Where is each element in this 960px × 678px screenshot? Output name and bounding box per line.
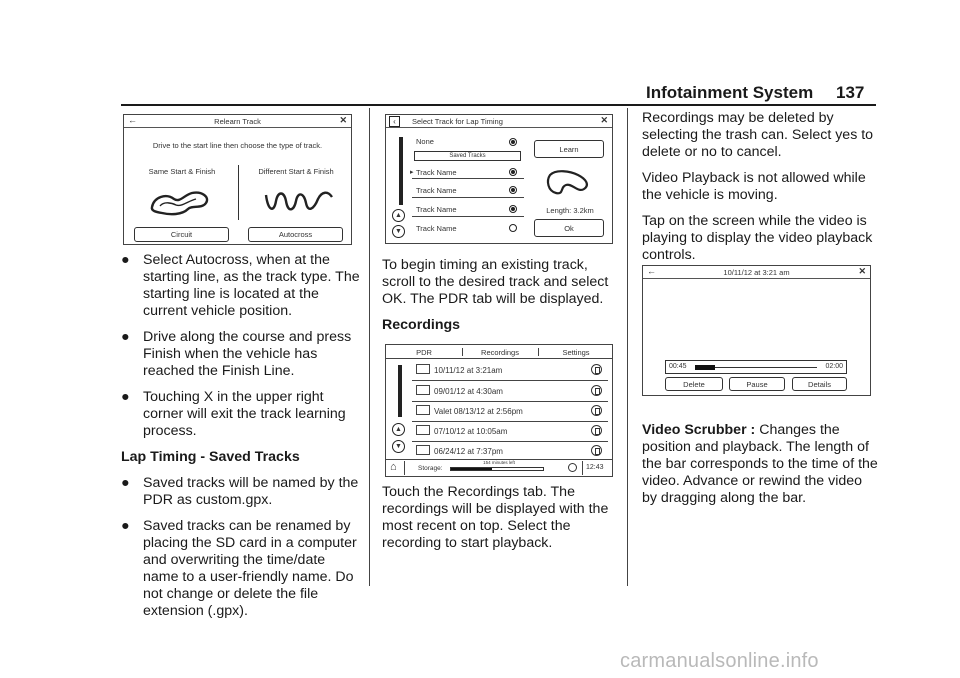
bullet-item: ● Drive along the course and press Finish when the vehicle has reached the Finish Line. [121, 329, 352, 379]
radio-track[interactable] [509, 224, 517, 232]
column-3-text-a [642, 110, 878, 273]
status-divider [582, 461, 583, 475]
track-row[interactable]: Track Name [416, 224, 457, 233]
scrubber-progress [695, 365, 715, 370]
bullet-item: ● Saved tracks will be named by the PDR as custom.gpx. [121, 475, 359, 508]
storage-label: Storage: [418, 465, 443, 472]
pause-button[interactable]: Pause [729, 377, 785, 391]
column-divider-2 [627, 108, 628, 586]
autocross-track-icon[interactable] [262, 185, 336, 217]
storage-bar [450, 467, 544, 471]
trash-icon[interactable] [591, 364, 602, 375]
option-different-start-label: Different Start & Finish [258, 167, 334, 176]
delete-button[interactable]: Delete [665, 377, 723, 391]
radio-track[interactable] [509, 205, 517, 213]
row-divider [412, 441, 608, 442]
close-icon[interactable]: ✕ [600, 115, 608, 125]
selected-row-marker-icon: ▸ [410, 169, 414, 176]
status-divider [404, 461, 405, 475]
page-number: 137 [836, 83, 865, 102]
watermark: carmanualsonline.info [620, 650, 819, 672]
video-thumbnail-icon [416, 364, 430, 374]
scrubber-paragraph [642, 422, 878, 507]
status-bar [386, 459, 612, 476]
screen-title: Select Track for Lap Timing [412, 117, 503, 126]
home-icon[interactable]: ⌂ [390, 461, 397, 473]
storage-bar-fill [451, 468, 492, 470]
scroll-up-icon[interactable]: ▲ [392, 423, 405, 436]
learn-button[interactable]: Learn [534, 140, 604, 158]
track-row[interactable]: Track Name [416, 168, 457, 177]
scrubber-description: Changes the position and playback. The length of the bar corresponds to the time of the video. Advance or rewind the video by dragging along the bar. [642, 422, 878, 506]
row-divider [412, 197, 524, 198]
circuit-track-icon[interactable] [148, 185, 214, 217]
track-length-label: Length: 3.2km [546, 206, 594, 215]
option-same-start-label: Same Start & Finish [148, 167, 216, 176]
scroll-down-icon[interactable]: ▼ [392, 440, 405, 453]
recordings-screenshot [385, 344, 613, 477]
recording-item[interactable]: 07/10/12 at 10:05am [434, 427, 508, 436]
tab-recordings[interactable]: Recordings [481, 348, 519, 357]
details-button[interactable]: Details [792, 377, 847, 391]
scrollbar[interactable] [398, 365, 402, 417]
back-arrow-icon[interactable]: ← [647, 266, 656, 276]
scrollbar[interactable] [399, 137, 403, 205]
circuit-button[interactable]: Circuit [134, 227, 229, 242]
trash-icon[interactable] [591, 405, 602, 416]
back-icon[interactable]: ‹ [389, 116, 400, 127]
recording-item[interactable]: Valet 08/13/12 at 2:56pm [434, 407, 523, 416]
time-elapsed: 00:45 [669, 363, 687, 370]
time-total: 02:00 [825, 363, 843, 370]
clock-time: 12:43 [586, 464, 604, 471]
radio-none[interactable] [509, 138, 517, 146]
video-thumbnail-icon [416, 445, 430, 455]
scroll-down-icon[interactable]: ▼ [392, 225, 405, 238]
header-rule [121, 104, 876, 106]
column-divider-1 [369, 108, 370, 586]
scroll-up-icon[interactable]: ▲ [392, 209, 405, 222]
storage-remaining-text: 154 minutes left [483, 460, 515, 465]
close-icon[interactable]: ✕ [858, 266, 866, 276]
ok-button[interactable]: Ok [534, 219, 604, 237]
paragraph: Touch the Recordings tab. The recordings will be displayed with the most recent on top. Select the recording to start playback. [382, 484, 609, 551]
track-row[interactable]: Track Name [416, 186, 457, 195]
track-row-none[interactable]: None [416, 137, 434, 146]
trash-icon[interactable] [591, 445, 602, 456]
title-bar [124, 115, 351, 128]
trash-icon[interactable] [591, 385, 602, 396]
row-divider [412, 401, 608, 402]
radio-track[interactable] [509, 186, 517, 194]
recording-item[interactable]: 09/01/12 at 4:30am [434, 387, 503, 396]
bullet-item: ● Select Autocross, when at the starting line, as the track type. The starting line is located at the current vehicle position. [121, 252, 360, 319]
bullet-item: ● Saved tracks can be renamed by placing the SD card in a computer and overwriting the time/date name to a user-friendly name. Do not change or delete the file extension (.gpx). [121, 518, 357, 619]
paragraph: Tap on the screen while the video is playing to display the video playback controls. [642, 213, 873, 263]
back-arrow-icon[interactable]: ← [128, 115, 137, 125]
video-thumbnail-icon [416, 425, 430, 435]
tab-pdr[interactable]: PDR [416, 348, 432, 357]
title-bar [386, 115, 612, 128]
row-divider [412, 216, 524, 217]
row-divider [412, 421, 608, 422]
autocross-button[interactable]: Autocross [248, 227, 343, 242]
settings-icon[interactable] [568, 463, 577, 472]
column-1-text [121, 252, 361, 629]
video-title: 10/11/12 at 3:21 am [723, 268, 790, 277]
video-playback-screenshot [642, 265, 871, 396]
column-2-text-a [382, 257, 622, 343]
video-thumbnail-icon [416, 385, 430, 395]
bullet-item: ● Touching X in the upper right corner will exit the track learning process. [121, 389, 346, 439]
recordings-heading: Recordings [382, 317, 461, 333]
recording-item[interactable]: 06/24/12 at 7:37pm [434, 447, 503, 456]
lap-timing-heading: Lap Timing - Saved Tracks [121, 449, 300, 465]
select-track-screenshot [385, 114, 613, 244]
instruction-text: Drive to the start line then choose the type of track. [152, 141, 323, 150]
radio-track[interactable] [509, 168, 517, 176]
track-map-icon [544, 167, 594, 197]
saved-tracks-header: Saved Tracks [414, 151, 521, 161]
trash-icon[interactable] [591, 425, 602, 436]
scrubber-term: Video Scrubber : [642, 422, 756, 438]
track-row[interactable]: Track Name [416, 205, 457, 214]
video-thumbnail-icon [416, 405, 430, 415]
relearn-track-screenshot [123, 114, 352, 245]
video-scrubber[interactable] [665, 360, 847, 374]
paragraph: Recordings may be deleted by selecting the trash can. Select yes to delete or no to cancel. [642, 110, 874, 160]
column-3-text-b [642, 422, 878, 516]
tab-bar [386, 345, 612, 359]
row-divider [412, 178, 524, 179]
close-icon[interactable]: ✕ [339, 115, 347, 125]
title-bar [643, 266, 870, 279]
paragraph: Video Playback is not allowed while the vehicle is moving. [642, 170, 866, 203]
screen-title: Relearn Track [214, 117, 261, 126]
section-title: Infotainment System [646, 83, 814, 102]
paragraph: To begin timing an existing track, scroll to the desired track and select OK. The PDR tab will be displayed. [382, 257, 609, 307]
tab-settings[interactable]: Settings [562, 348, 590, 357]
option-divider [238, 165, 239, 220]
column-2-text-b [382, 484, 622, 561]
recording-item[interactable]: 10/11/12 at 3:21am [434, 366, 503, 375]
row-divider [412, 380, 608, 381]
